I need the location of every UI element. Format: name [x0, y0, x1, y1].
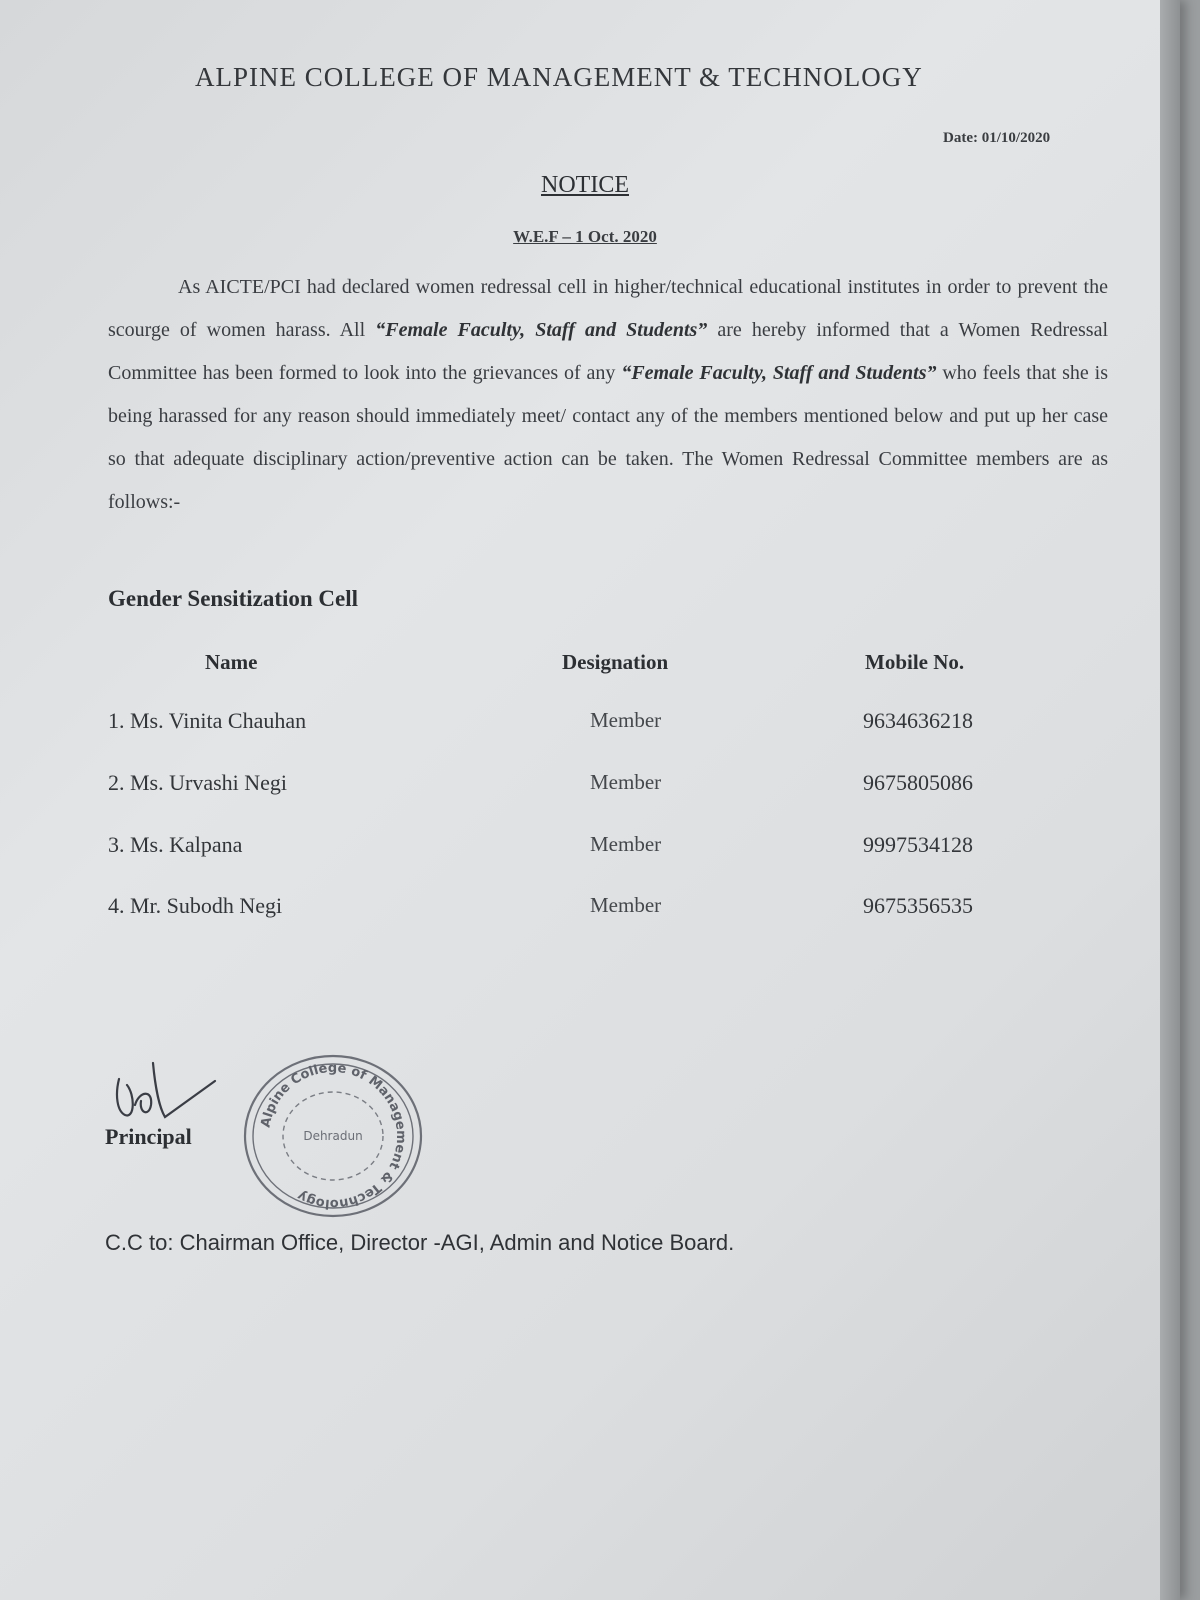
notice-paragraph — [108, 266, 1108, 524]
table-row — [0, 893, 1170, 933]
table-row — [0, 770, 1170, 810]
paragraph-emphasis-1: “Female Faculty, Staff and Students” — [375, 319, 708, 341]
principal-signature — [105, 1055, 225, 1125]
member-name: 4. Mr. Subodh Negi — [108, 893, 283, 918]
member-designation: Member — [590, 708, 662, 732]
notice-date: Date: 01/10/2020 — [943, 130, 1051, 146]
member-mobile: 9675805086 — [863, 770, 973, 795]
table-row — [0, 832, 1170, 872]
paragraph-text-3: who feels that she is being harassed for any reason should immediately meet/ contact any of the members mentioned below and put up her case so that adequate disciplinary action/preventive action can be taken. The Women Redressal Committee members are as follows:- — [108, 362, 1109, 513]
member-name: 2. Ms. Urvashi Negi — [108, 770, 288, 795]
principal-label: Principal — [105, 1124, 192, 1149]
svg-text:Alpine College of Management &: Alpine College of Management & Technology — [258, 1060, 409, 1212]
member-mobile: 9997534128 — [863, 832, 973, 857]
column-header-mobile: Mobile No. — [865, 650, 965, 674]
member-name: 1. Ms. Vinita Chauhan — [108, 708, 307, 733]
member-name: 3. Ms. Kalpana — [108, 832, 243, 857]
notice-heading: NOTICE — [541, 172, 629, 198]
member-mobile: 9675356535 — [863, 893, 973, 918]
member-designation: Member — [590, 893, 662, 917]
paragraph-text-2: are hereby informed that a Women Redressal Committee has been formed to look into the grievances of any — [108, 319, 1109, 384]
cell-title: Gender Sensitization Cell — [108, 586, 359, 611]
member-designation: Member — [590, 770, 662, 794]
member-designation: Member — [590, 832, 662, 856]
member-mobile: 9634636218 — [863, 708, 973, 733]
seal-center-text: Dehradun — [303, 1129, 363, 1143]
paragraph-emphasis-2: “Female Faculty, Staff and Students” — [621, 362, 937, 384]
column-header-name: Name — [205, 650, 258, 674]
paragraph-text-1: As AICTE/PCI had declared women redressal cell in higher/technical educational institutes in order to prevent the scourge of women harass. All — [108, 276, 1108, 341]
college-name: ALPINE COLLEGE OF MANAGEMENT & TECHNOLOGY — [195, 62, 923, 92]
wef-date: W.E.F – 1 Oct. 2020 — [513, 227, 657, 246]
cc-recipients: C.C to: Chairman Office, Director -AGI, Admin and Notice Board. — [105, 1230, 735, 1255]
column-header-designation: Designation — [562, 650, 669, 674]
college-seal-icon — [238, 1048, 428, 1223]
table-row — [0, 708, 1170, 748]
